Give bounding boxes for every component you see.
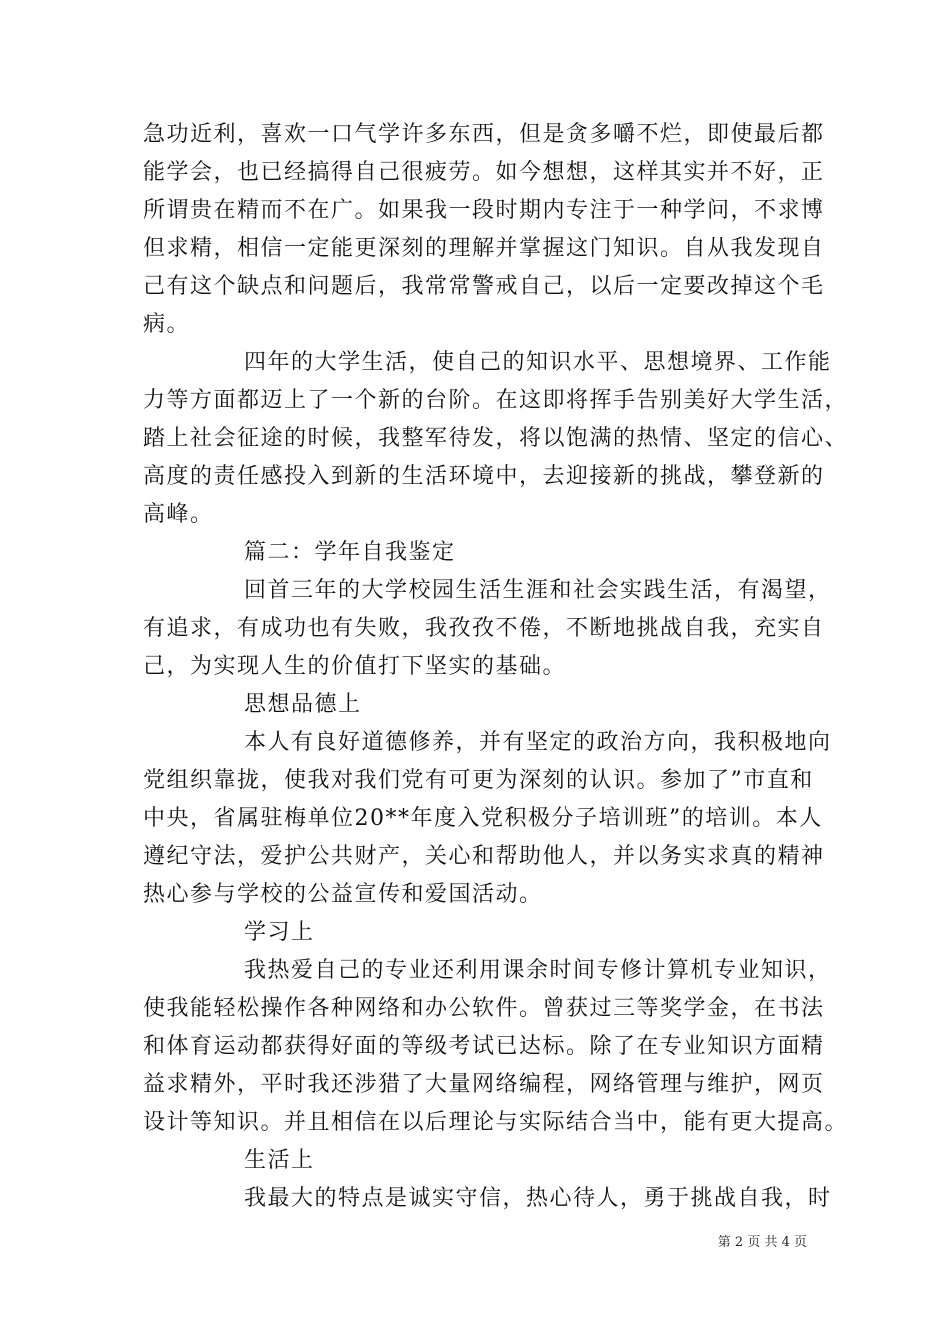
text-line: 设计等知识。并且相信在以后理论与实际结合当中，能有更大提高。 bbox=[143, 1110, 849, 1135]
subsection-heading: 思想品德上 bbox=[244, 692, 362, 717]
text-line: 和体育运动都获得好面的等级考试已达标。除了在专业知识方面精 bbox=[143, 1034, 825, 1059]
text-line: 病。 bbox=[143, 312, 191, 337]
subsection-heading: 学习上 bbox=[244, 920, 315, 945]
section-title: 篇二：学年自我鉴定 bbox=[244, 540, 456, 565]
text-line: 使我能轻松操作各种网络和办公软件。曾获过三等奖学金，在书法 bbox=[143, 996, 825, 1021]
paragraph-start-line: 本人有良好道德修养，并有坚定的政治方向，我积极地向 bbox=[244, 730, 832, 755]
text-line: 急功近利，喜欢一口气学许多东西，但是贪多嚼不烂，即使最后都 bbox=[143, 122, 825, 147]
paragraph-start-line: 我最大的特点是诚实守信，热心待人，勇于挑战自我，时 bbox=[244, 1186, 832, 1211]
text-line: 党组织靠拢，使我对我们党有可更为深刻的认识。参加了”市直和 bbox=[143, 768, 814, 793]
text-line: 益求精外，平时我还涉猎了大量网络编程，网络管理与维护，网页 bbox=[143, 1072, 825, 1097]
paragraph-start-line: 回首三年的大学校园生活生涯和社会实践生活，有渴望， bbox=[244, 578, 832, 603]
text-line: 能学会，也已经搞得自己很疲劳。如今想想，这样其实并不好，正 bbox=[143, 160, 825, 185]
text-line: 所谓贵在精而不在广。如果我一段时期内专注于一种学问，不求博 bbox=[143, 198, 825, 223]
subsection-heading: 生活上 bbox=[244, 1148, 315, 1173]
text-line: 己，为实现人生的价值打下坚实的基础。 bbox=[143, 654, 567, 679]
text-line: 但求精，相信一定能更深刻的理解并掌握这门知识。自从我发现自 bbox=[143, 236, 825, 261]
page-number: 第 2 页 共 4 页 bbox=[717, 1235, 807, 1250]
text-line: 己有这个缺点和问题后，我常常警戒自己，以后一定要改掉这个毛 bbox=[143, 274, 825, 299]
text-line: 踏上社会征途的时候，我整军待发，将以饱满的热情、坚定的信心、 bbox=[143, 426, 849, 451]
text-line: 力等方面都迈上了一个新的台阶。在这即将挥手告别美好大学生活， bbox=[143, 388, 849, 413]
text-line: 高峰。 bbox=[143, 502, 214, 527]
text-line: 中央，省属驻梅单位20**年度入党积极分子培训班”的培训。本人 bbox=[143, 806, 823, 831]
paragraph-start-line: 四年的大学生活，使自己的知识水平、思想境界、工作能 bbox=[244, 350, 832, 375]
text-line: 热心参与学校的公益宣传和爱国活动。 bbox=[143, 882, 543, 907]
text-line: 高度的责任感投入到新的生活环境中，去迎接新的挑战，攀登新的 bbox=[143, 464, 825, 489]
text-line: 遵纪守法，爱护公共财产，关心和帮助他人，并以务实求真的精神 bbox=[143, 844, 825, 869]
paragraph-start-line: 我热爱自己的专业还利用课余时间专修计算机专业知识， bbox=[244, 958, 832, 983]
text-line: 有追求，有成功也有失败，我孜孜不倦，不断地挑战自我，充实自 bbox=[143, 616, 825, 641]
